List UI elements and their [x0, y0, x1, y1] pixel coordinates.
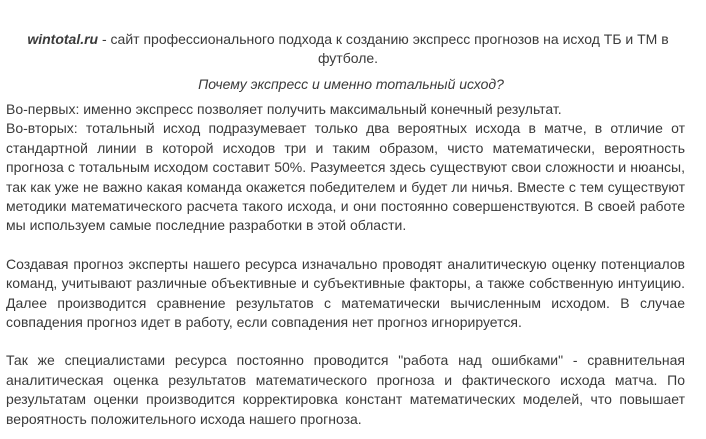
paragraph-second-point: Во-вторых: тотальный исход подразумевает только два вероятных исхода в матче, в отличие от стандартной линии в которой исходов три и таким образом, чисто математически, вероятность прогноза с тотальным исходом составит 50%. Разумеется здесь существуют свои сложности и нюансы, так как уже не важно какая команда окажется победителем и будет ли ничья. Вместе с тем существуют методики математического расчета такого исхода, и они постоянно совершенствуются. В своей работе мы используем самые последние разработки в этой области. — [6, 120, 685, 234]
paragraph-first-point: Во-первых: именно экспресс позволяет получить максимальный конечный результат. — [6, 101, 562, 117]
intro-description: - сайт профессионального подхода к созданию экспресс прогнозов на исход ТБ и ТМ в футболе. — [98, 31, 669, 66]
site-brand-link[interactable]: wintotal.ru — [27, 31, 99, 47]
question-heading: Почему экспресс и именно тотальный исход? — [198, 76, 504, 92]
paragraph-process: Создавая прогноз эксперты нашего ресурса изначально проводят аналитическую оценку потенциалов команд, учитывают различные объективные и субъективные факторы, а также собственную интуицию. Далее производится сравнение результатов с математически вычисленным исходом. В случае совпадения прогноз идет в работу, если совпадения нет прогноз игнорируется. — [6, 255, 685, 331]
paragraph-error-analysis: Так же специалистами ресурса постоянно проводится "работа над ошибками" - сравнительная аналитическая оценка результатов математического прогноза и фактического исхода матча. По результатам оценки производится корректировка констант математических моделей, что повышает вероятность положительного исхода нашего прогноза. — [6, 352, 685, 427]
paragraph-spacer — [6, 236, 684, 255]
intro-text — [12, 30, 684, 68]
paragraph-spacer — [6, 332, 684, 351]
